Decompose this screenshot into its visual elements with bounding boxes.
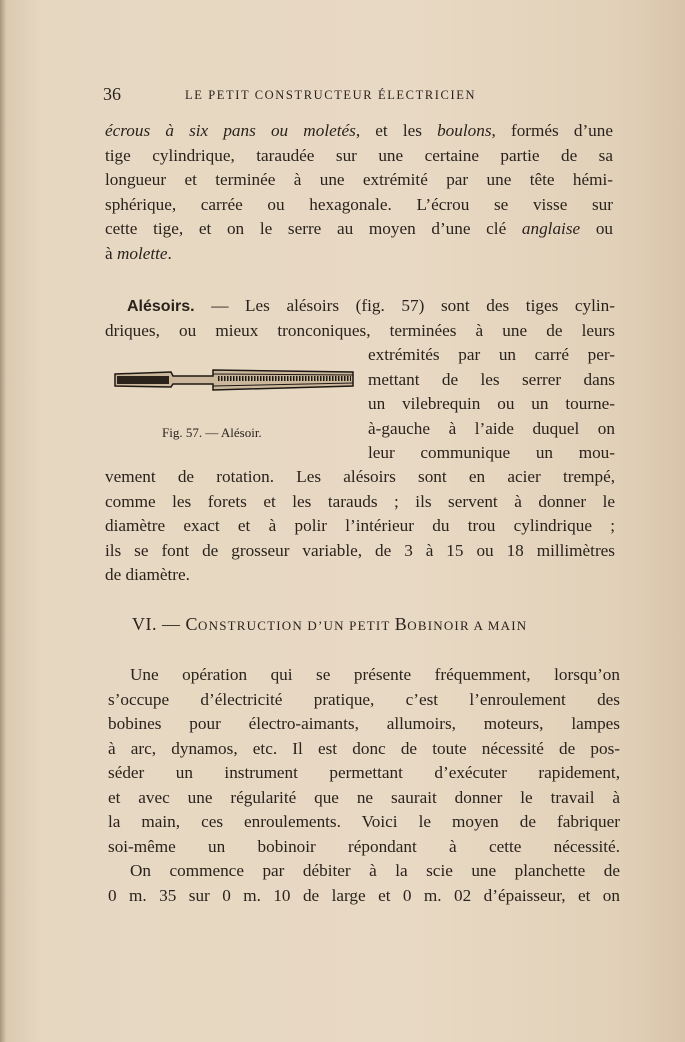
text-line — [108, 859, 620, 884]
text-segment: de diamètre. — [105, 565, 190, 584]
text-segment: — Les alésoirs (fig. 57) sont des tiges cylin- — [194, 296, 615, 315]
text-line — [368, 343, 615, 368]
text-segment: On commence par débiter à la scie une planchette de — [130, 861, 620, 880]
text-segment: leur communique un mou- — [368, 443, 615, 462]
text-line — [105, 514, 615, 539]
page-edge — [0, 0, 6, 1042]
text-segment: , formés d’une — [491, 121, 613, 140]
reamer-illustration — [113, 366, 356, 394]
text-segment: comme les forets et les tarauds ; ils servent à donner le — [105, 491, 615, 511]
paragraph-reamers-end — [105, 465, 615, 588]
section-number: VI. — — [132, 614, 186, 634]
paragraph-bolts — [105, 119, 613, 266]
text-line — [105, 490, 615, 515]
text-line — [105, 319, 615, 344]
text-segment: un vilebrequin ou un tourne- — [368, 394, 615, 413]
italic-text: écrous à six pans ou moletés — [105, 121, 356, 140]
text-line — [108, 663, 620, 688]
text-segment: à-gauche à l’aide duquel on — [368, 418, 615, 438]
text-segment: diamètre exact et à polir l’intérieur du trou cylindrique ; — [105, 516, 615, 535]
text-segment: bobines pour électro-aimants, allumoirs, moteurs, lampes — [108, 714, 620, 733]
text-line — [368, 392, 615, 417]
text-segment: , et les — [355, 121, 438, 140]
heading-cap: B — [394, 614, 408, 634]
text-line — [105, 539, 615, 564]
text-line — [108, 810, 620, 835]
text-segment: tige cylindrique, taraudée sur une certaine partie de sa — [105, 145, 613, 165]
text-line — [108, 835, 620, 860]
figure-caption: Fig. 57. — Alésoir. — [162, 425, 262, 440]
text-segment: et avec une régularité que ne saurait donner le travail à — [108, 787, 620, 807]
text-line — [105, 168, 613, 193]
text-line — [108, 688, 620, 713]
text-line — [105, 144, 613, 169]
text-segment: à arc, dynamos, etc. Il est donc de toute nécessité de pos- — [108, 738, 620, 758]
text-segment: ou — [580, 219, 614, 238]
text-segment: Une opération qui se présente fréquemment, lorsqu’on — [130, 665, 620, 684]
italic-text: anglaise — [521, 219, 581, 238]
text-line — [108, 712, 620, 737]
heading-smallcaps: ONSTRUCTION D’UN PETIT — [198, 618, 395, 633]
text-line — [105, 242, 613, 267]
paragraph-reamers — [105, 294, 615, 343]
text-line — [108, 761, 620, 786]
text-line — [368, 441, 615, 466]
page-number: 36 — [103, 84, 121, 104]
text-segment: . — [167, 243, 172, 263]
text-line — [368, 417, 615, 442]
italic-text: boulons — [437, 121, 492, 140]
text-line — [105, 119, 613, 144]
italic-text: molette — [116, 243, 168, 263]
paragraph-winder — [108, 663, 620, 908]
text-line — [105, 465, 615, 490]
text-segment: soi-même un bobinoir répondant à cette nécessité. — [108, 836, 620, 856]
text-line — [105, 217, 613, 242]
bold-term: Alésoirs. — [127, 298, 195, 315]
text-segment: driques, ou mieux tronconiques, terminées à une de leurs — [105, 320, 615, 340]
section-heading — [132, 614, 527, 635]
text-segment: ils se font de grosseur variable, de 3 à 15 ou 18 millimètres — [105, 540, 615, 560]
text-line — [108, 884, 620, 909]
text-segment: cette tige, et on le serre au moyen d’une clé — [105, 219, 522, 238]
text-line — [108, 737, 620, 762]
heading-cap: C — [185, 614, 199, 634]
text-segment: mettant de les serrer dans — [368, 369, 615, 389]
text-segment: sphérique, carrée ou hexagonale. L’écrou se visse sur — [105, 194, 613, 214]
heading-smallcaps: OBINOIR A MAIN — [407, 618, 528, 633]
text-segment: extrémités par un carré per- — [368, 345, 615, 364]
text-segment: la main, ces enroulements. Voici le moyen de fabriquer — [108, 812, 620, 831]
text-line — [105, 563, 615, 588]
text-line — [368, 368, 615, 393]
paragraph-reamers-wrap — [105, 343, 615, 466]
text-segment: vement de rotation. Les alésoirs sont en acier trempé, — [105, 467, 615, 486]
running-title: LE PETIT CONSTRUCTEUR ÉLECTRICIEN — [185, 88, 477, 102]
text-segment: longueur et terminée à une extrémité par une tête hémi- — [105, 170, 613, 189]
text-line — [108, 786, 620, 811]
text-segment: à — [105, 243, 117, 263]
text-line — [105, 193, 613, 218]
text-segment: 0 m. 35 sur 0 m. 10 de large et 0 m. 02 d’épaisseur, et on — [108, 885, 620, 905]
text-segment: s’occupe d’électricité pratique, c’est l’enroulement des — [108, 689, 620, 709]
text-segment: séder un instrument permettant d’exécuter rapidement, — [108, 763, 620, 782]
text-line — [105, 294, 615, 319]
